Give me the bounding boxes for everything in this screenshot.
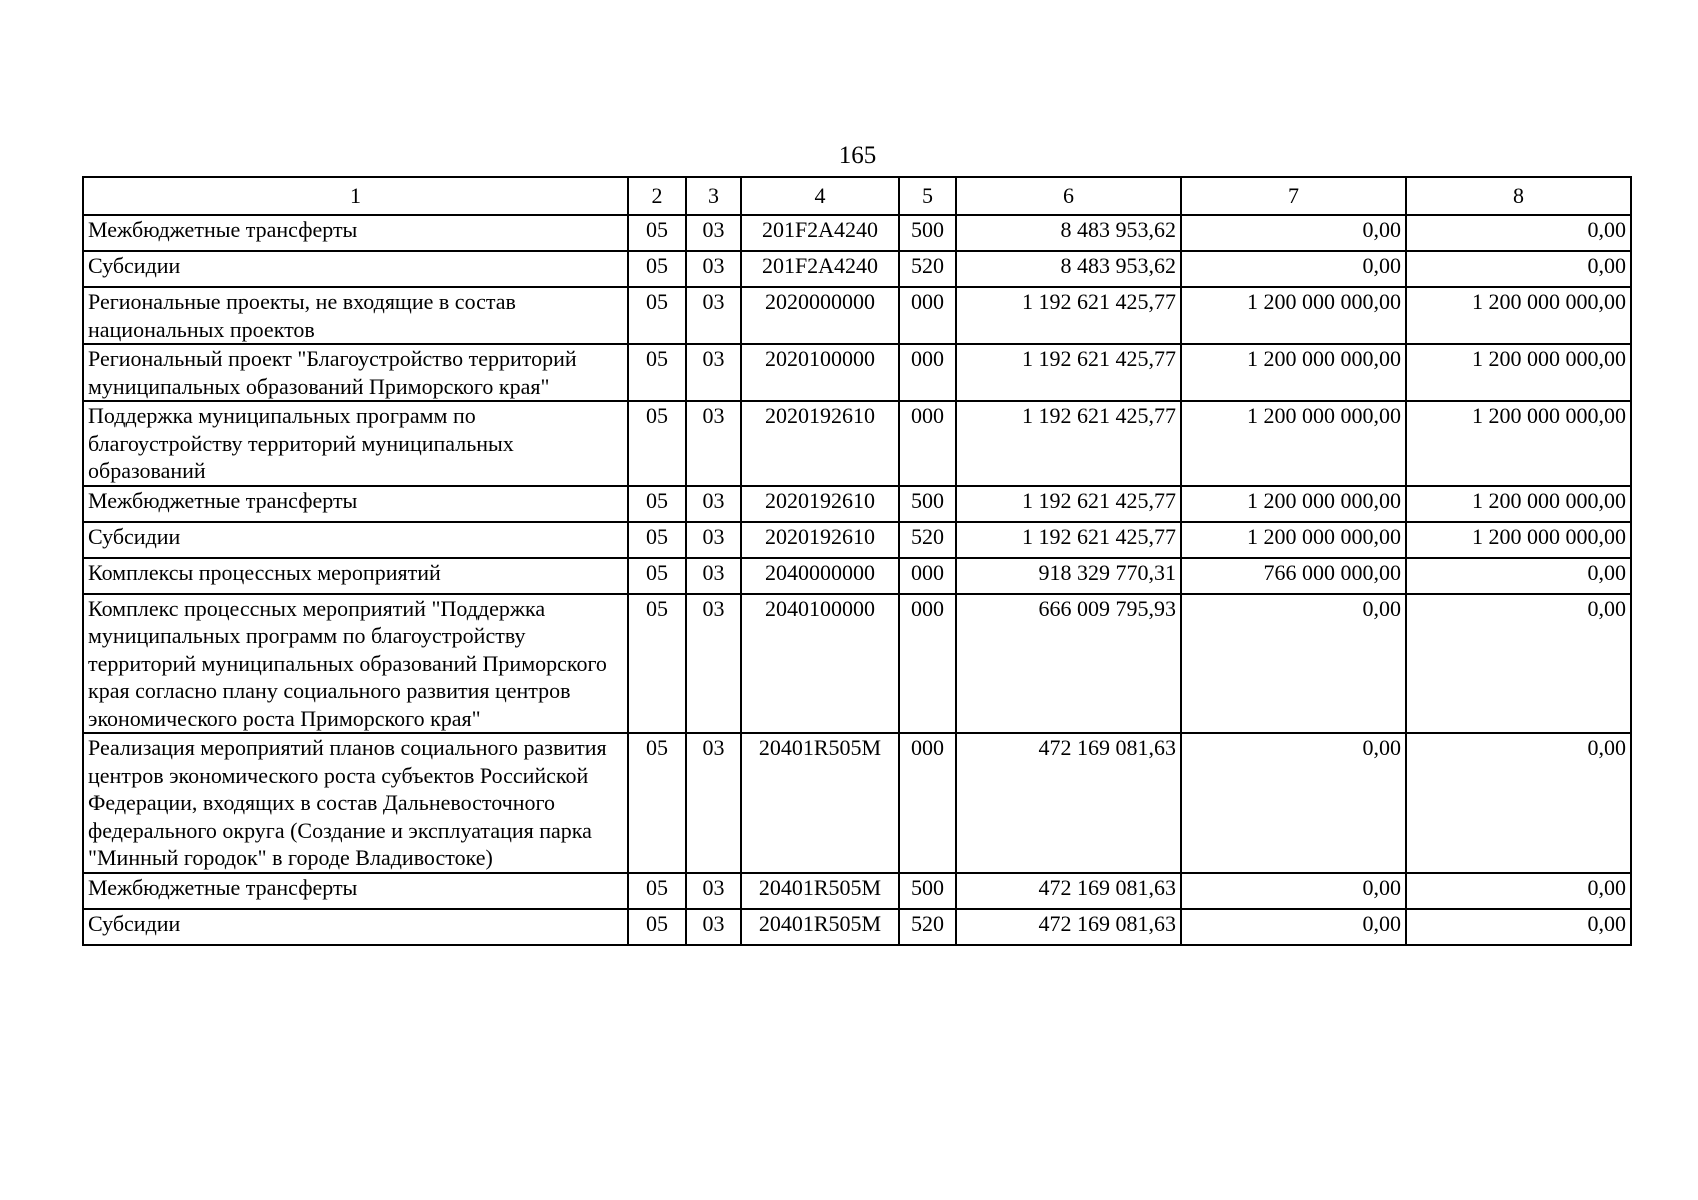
table-row [83, 594, 1631, 734]
row-expense-type: 000 [899, 558, 956, 594]
row-amount-col7: 766 000 000,00 [1181, 558, 1406, 594]
row-section: 05 [628, 733, 686, 873]
row-subsection: 03 [686, 522, 741, 558]
row-target-code: 2020000000 [741, 287, 899, 344]
row-amount-col6: 8 483 953,62 [956, 251, 1181, 287]
row-amount-col6: 1 192 621 425,77 [956, 344, 1181, 401]
row-amount-col6: 1 192 621 425,77 [956, 486, 1181, 522]
table-row [83, 287, 1631, 344]
row-amount-col7: 0,00 [1181, 909, 1406, 945]
header-col-8: 8 [1406, 177, 1631, 215]
row-amount-col8: 0,00 [1406, 873, 1631, 909]
row-target-code: 2040100000 [741, 594, 899, 734]
row-expense-type: 520 [899, 909, 956, 945]
row-expense-type: 520 [899, 251, 956, 287]
row-amount-col7: 0,00 [1181, 873, 1406, 909]
row-amount-col6: 472 169 081,63 [956, 873, 1181, 909]
table-row [83, 522, 1631, 558]
row-section: 05 [628, 215, 686, 251]
row-amount-col7: 0,00 [1181, 215, 1406, 251]
header-col-1: 1 [83, 177, 628, 215]
row-amount-col6: 918 329 770,31 [956, 558, 1181, 594]
row-amount-col6: 666 009 795,93 [956, 594, 1181, 734]
row-amount-col7: 0,00 [1181, 733, 1406, 873]
row-name: Поддержка муниципальных программ по благоустройству территорий муниципальных образований [83, 401, 628, 486]
row-subsection: 03 [686, 215, 741, 251]
row-amount-col8: 1 200 000 000,00 [1406, 486, 1631, 522]
row-name: Региональные проекты, не входящие в состав национальных проектов [83, 287, 628, 344]
row-expense-type: 000 [899, 287, 956, 344]
row-amount-col8: 1 200 000 000,00 [1406, 344, 1631, 401]
row-subsection: 03 [686, 558, 741, 594]
row-amount-col7: 1 200 000 000,00 [1181, 486, 1406, 522]
header-col-7: 7 [1181, 177, 1406, 215]
table-header-row [83, 177, 1631, 215]
table-row [83, 215, 1631, 251]
row-amount-col6: 1 192 621 425,77 [956, 287, 1181, 344]
row-amount-col7: 1 200 000 000,00 [1181, 401, 1406, 486]
table-row [83, 733, 1631, 873]
row-section: 05 [628, 522, 686, 558]
row-amount-col8: 1 200 000 000,00 [1406, 401, 1631, 486]
row-subsection: 03 [686, 594, 741, 734]
row-name: Межбюджетные трансферты [83, 873, 628, 909]
table-row [83, 558, 1631, 594]
row-section: 05 [628, 558, 686, 594]
table-row [83, 873, 1631, 909]
row-name: Межбюджетные трансферты [83, 486, 628, 522]
row-name: Реализация мероприятий планов социального развития центров экономического роста субъектов Российской Федерации, входящих в состав Дальневосточного федерального округа (Создание и эксплуатация парка "Минный городок" в городе Владивостоке) [83, 733, 628, 873]
row-name: Субсидии [83, 909, 628, 945]
row-name: Субсидии [83, 522, 628, 558]
row-expense-type: 500 [899, 486, 956, 522]
row-amount-col7: 1 200 000 000,00 [1181, 344, 1406, 401]
table-row [83, 344, 1631, 401]
row-target-code: 20401R505M [741, 733, 899, 873]
row-expense-type: 000 [899, 344, 956, 401]
row-expense-type: 500 [899, 873, 956, 909]
row-name: Региональный проект "Благоустройство территорий муниципальных образований Приморского края" [83, 344, 628, 401]
row-subsection: 03 [686, 287, 741, 344]
row-target-code: 2020192610 [741, 486, 899, 522]
row-amount-col8: 0,00 [1406, 215, 1631, 251]
header-col-6: 6 [956, 177, 1181, 215]
header-col-4: 4 [741, 177, 899, 215]
row-expense-type: 520 [899, 522, 956, 558]
row-section: 05 [628, 486, 686, 522]
row-amount-col8: 1 200 000 000,00 [1406, 287, 1631, 344]
row-amount-col6: 1 192 621 425,77 [956, 401, 1181, 486]
table-row [83, 401, 1631, 486]
row-amount-col7: 1 200 000 000,00 [1181, 522, 1406, 558]
row-name: Комплексы процессных мероприятий [83, 558, 628, 594]
row-name: Субсидии [83, 251, 628, 287]
row-expense-type: 500 [899, 215, 956, 251]
row-target-code: 2020192610 [741, 401, 899, 486]
row-section: 05 [628, 287, 686, 344]
row-subsection: 03 [686, 733, 741, 873]
row-target-code: 2020100000 [741, 344, 899, 401]
row-amount-col6: 472 169 081,63 [956, 909, 1181, 945]
row-amount-col8: 1 200 000 000,00 [1406, 522, 1631, 558]
row-section: 05 [628, 344, 686, 401]
row-target-code: 201F2A4240 [741, 215, 899, 251]
row-section: 05 [628, 401, 686, 486]
row-target-code: 201F2A4240 [741, 251, 899, 287]
budget-table [82, 176, 1632, 946]
page-number: 165 [838, 142, 877, 169]
row-amount-col7: 0,00 [1181, 594, 1406, 734]
row-subsection: 03 [686, 909, 741, 945]
row-subsection: 03 [686, 251, 741, 287]
row-section: 05 [628, 251, 686, 287]
row-amount-col6: 472 169 081,63 [956, 733, 1181, 873]
row-section: 05 [628, 909, 686, 945]
row-section: 05 [628, 873, 686, 909]
row-subsection: 03 [686, 486, 741, 522]
header-col-2: 2 [628, 177, 686, 215]
row-amount-col8: 0,00 [1406, 558, 1631, 594]
row-target-code: 20401R505M [741, 873, 899, 909]
row-target-code: 2020192610 [741, 522, 899, 558]
row-expense-type: 000 [899, 594, 956, 734]
row-amount-col8: 0,00 [1406, 909, 1631, 945]
row-amount-col6: 1 192 621 425,77 [956, 522, 1181, 558]
table-row [83, 909, 1631, 945]
row-subsection: 03 [686, 873, 741, 909]
row-name: Межбюджетные трансферты [83, 215, 628, 251]
row-target-code: 2040000000 [741, 558, 899, 594]
row-name: Комплекс процессных мероприятий "Поддержка муниципальных программ по благоустройству территорий муниципальных образований Приморского края согласно плану социального развития центров экономического роста Приморского края" [83, 594, 628, 734]
row-amount-col8: 0,00 [1406, 594, 1631, 734]
row-subsection: 03 [686, 401, 741, 486]
row-amount-col6: 8 483 953,62 [956, 215, 1181, 251]
row-amount-col8: 0,00 [1406, 733, 1631, 873]
row-amount-col7: 1 200 000 000,00 [1181, 287, 1406, 344]
row-section: 05 [628, 594, 686, 734]
row-expense-type: 000 [899, 733, 956, 873]
header-col-3: 3 [686, 177, 741, 215]
table-row [83, 251, 1631, 287]
row-amount-col8: 0,00 [1406, 251, 1631, 287]
row-subsection: 03 [686, 344, 741, 401]
row-expense-type: 000 [899, 401, 956, 486]
row-target-code: 20401R505M [741, 909, 899, 945]
header-col-5: 5 [899, 177, 956, 215]
table-row [83, 486, 1631, 522]
row-amount-col7: 0,00 [1181, 251, 1406, 287]
